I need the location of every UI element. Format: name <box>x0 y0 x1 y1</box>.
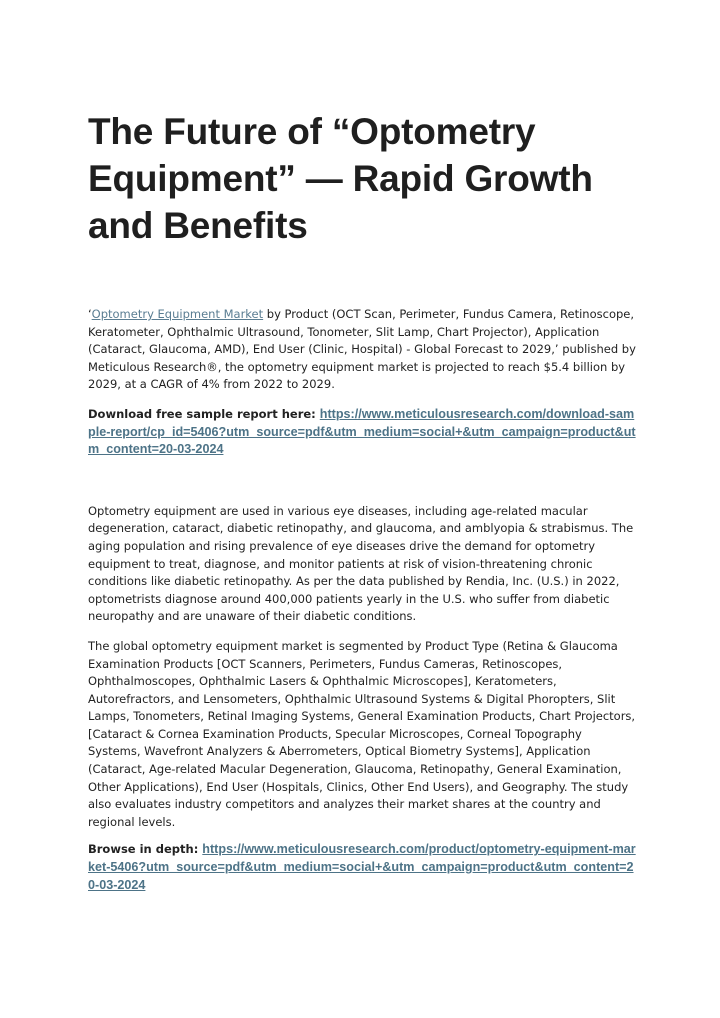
intro-paragraph <box>88 306 636 394</box>
intro-open-quote: ‘ <box>88 307 92 321</box>
intro-text: by Product (OCT Scan, Perimeter, Fundus Camera, Retinoscope, Keratometer, Ophthalmic Ultrasound, Tonometer, Slit Lamp, Chart Projector), Application (Cataract, Glaucoma, AMD), End User (Clinic, Hospital) - Global Forecast to 2029,’ published by Meticulous Research®, the optometry equipment market is projected to reach $5.4 billion by 2029, at a CAGR of 4% from 2022 to 2029. <box>88 307 636 392</box>
browse-label: Browse in depth: <box>88 842 203 857</box>
browse-paragraph <box>88 841 636 894</box>
market-report-link[interactable]: Optometry Equipment Market <box>91 307 264 321</box>
download-sample-paragraph <box>88 406 636 459</box>
page-title: The Future of “Optometry Equipment” — Rapid Growth and Benefits <box>88 111 593 246</box>
browse-in-depth-link[interactable]: https://www.meticulousresearch.com/product/optometry-equipment-market-5406?utm_source=pdf&utm_medium=social+&utm_campaign=product&utm_content=20-03-2024 <box>88 842 636 892</box>
document-content <box>88 108 636 894</box>
download-label: Download free sample report here: <box>88 406 320 421</box>
body-paragraph-segmentation: The global optometry equipment market is segmented by Product Type (Retina & Glaucoma Examination Products [OCT Scanners, Perimeters, Fundus Cameras, Retinoscopes, Ophthalmoscopes, Ophthalmic Lasers & Ophthalmic Microscopes], Keratometers, Autorefractors, and Lensometers, Ophthalmic Ultrasound Systems & Digital Phoropters, Slit Lamps, Tonometers, Retinal Imaging Systems, General Examination Products, Chart Projectors, [Cataract & Cornea Examination Products, Specular Microscopes, Corneal Topography Systems, Wavefront Analyzers & Aberrometers, Optical Biometry Systems], Application (Cataract, Age-related Macular Degeneration, Glaucoma, Retinopathy, General Examination, Other Applications), End User (Hospitals, Clinics, Other End Users), and Geography. The study also evaluates industry competitors and analyzes their market shares at the country and regional levels. <box>88 638 636 829</box>
body-paragraph-overview: Optometry equipment are used in various eye diseases, including age-related macular degeneration, cataract, diabetic retinopathy, and glaucoma, and amblyopia & strabismus. The aging population and rising prevalence of eye diseases drive the demand for optometry equipment to treat, diagnose, and monitor patients at risk of vision-threatening chronic conditions like diabetic retinopathy. As per the data published by Rendia, Inc. (U.S.) in 2022, optometrists diagnose around 400,000 patients yearly in the U.S. who suffer from diabetic neuropathy and are unaware of their diabetic conditions. <box>88 503 634 624</box>
download-sample-link[interactable]: https://www.meticulousresearch.com/download-sample-report/cp_id=5406?utm_source=pdf&utm_medium=social+&utm_campaign=product&utm_content=20-03-2024 <box>88 406 636 457</box>
